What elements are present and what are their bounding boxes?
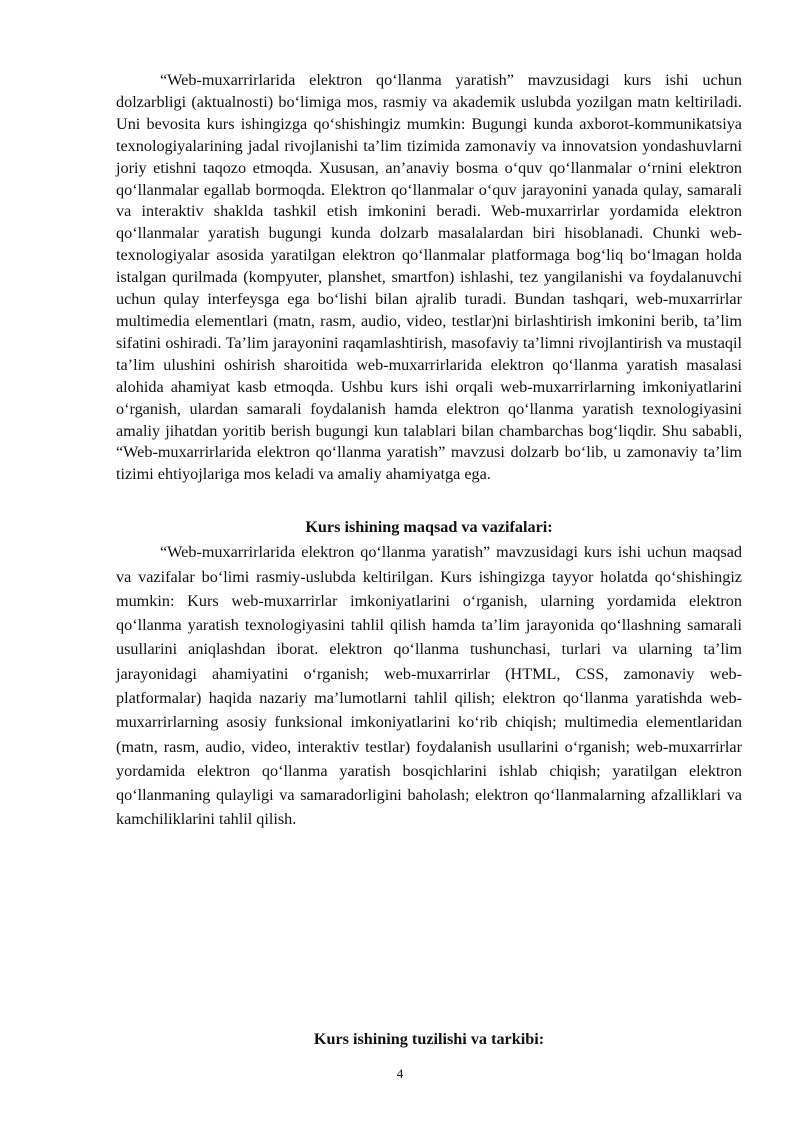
goals-paragraph: “Web-muxarrirlarida elektron qo‘llanma yaratish” mavzusidagi kurs ishi uchun maqsad va vazifalar bo‘limi rasmiy-uslubda keltirilgan. Kurs ishingizga tayyor holatda qo‘shishingiz mumkin: Kurs web-muxarrirlar imkoniyatlarini o‘rganish, ularning yordamida elektron qo‘llanma yaratish texnologiyasini tahlil qilish hamda ta’lim jarayonida qo‘llashning samarali usullarini aniqlashdan iborat. elektron qo‘llanma tushunchasi, turlari va ularning ta’lim jarayonidagi ahamiyatini o‘rganish; web-muxarrirlar (HTML, CSS, zamonaviy web-platformalar) haqida nazariy ma’lumotlarni tahlil qilish; elektron qo‘llanma yaratishda web-muxarrirlarning asosiy funksional imkoniyatlarini ko‘rib chiqish; multimedia elementlaridan (matn, rasm, audio, video, interaktiv testlar) foydalanish usullarini o‘rganish; web-muxarrirlar yordamida elektron qo‘llanma yaratish bosqichlarini ishlab chiqish; yaratilgan elektron qo‘llanmaning qulayligi va samaradorligini baholash; elektron qo‘llanmalarning afzalliklari va kamchiliklarini tahlil qilish.: [116, 543, 742, 829]
page-number: 4: [396, 1066, 404, 1081]
relevance-paragraph: “Web-muxarrirlarida elektron qo‘llanma yaratish” mavzusidagi kurs ishi uchun dolzarbligi (aktualnosti) bo‘limiga mos, rasmiy va akademik uslubda yozilgan matn keltiriladi. Uni bevosita kurs ishingizga qo‘shishingiz mumkin: Bugungi kunda axborot-kommunikatsiya texnologiyalarining jadal rivojlanishi ta’lim tizimida zamonaviy va innovatsion yondashuvlarni joriy etishni taqozo etmoqda. Xususan, an’anaviy bosma o‘quv qo‘llanmalar o‘rnini elektron qo‘llanmalar egallab bormoqda. Elektron qo‘llanmalar o‘quv jarayonini yanada qulay, samarali va interaktiv shaklda tashkil etish imkonini beradi. Web-muxarrirlar yordamida elektron qo‘llanmalar yaratish bugungi kunda dolzarb masalalardan biri hisoblanadi. Chunki web-texnologiyalar asosida yaratilgan elektron qo‘llanmalar platformaga bog‘liq bo‘lmagan holda istalgan qurilmada (kompyuter, planshet, smartfon) ishlashi, tez yangilanishi va foydalanuvchi uchun qulay interfeysga ega bo‘lishi bilan ajralib turadi. Bundan tashqari, web-muxarrirlar multimedia elementlari (matn, rasm, audio, video, testlar)ni birlashtirish imkonini berib, ta’lim sifatini oshiradi. Ta’lim jarayonini raqamlashtirish, masofaviy ta’limni rivojlantirish va mustaqil ta’lim ulushini oshirish sharoitida web-muxarrirlarida elektron qo‘llanma yaratish masalasi alohida ahamiyat kasb etmoqda. Ushbu kurs ishi orqali web-muxarrirlarning imkoniyatlarini o‘rganish, ulardan samarali foydalanish hamda elektron qo‘llanma yaratish texnologiyasini amaliy jihatdan yoritib berish bugungi kun talablari bilan chambarchas bog‘liqdir. Shu sababli, “Web-muxarrirlarida elektron qo‘llanma yaratish” mavzusi dolzarb bo‘lib, u zamonaviy ta’lim tizimi ehtiyojlariga mos keladi va amaliy ahamiyatga ega.: [116, 71, 742, 484]
structure-heading: Kurs ishining tuzilishi va tarkibi:: [313, 1030, 545, 1048]
goals-heading: Kurs ishining maqsad va vazifalari:: [305, 518, 553, 537]
page-body: [116, 70, 742, 832]
